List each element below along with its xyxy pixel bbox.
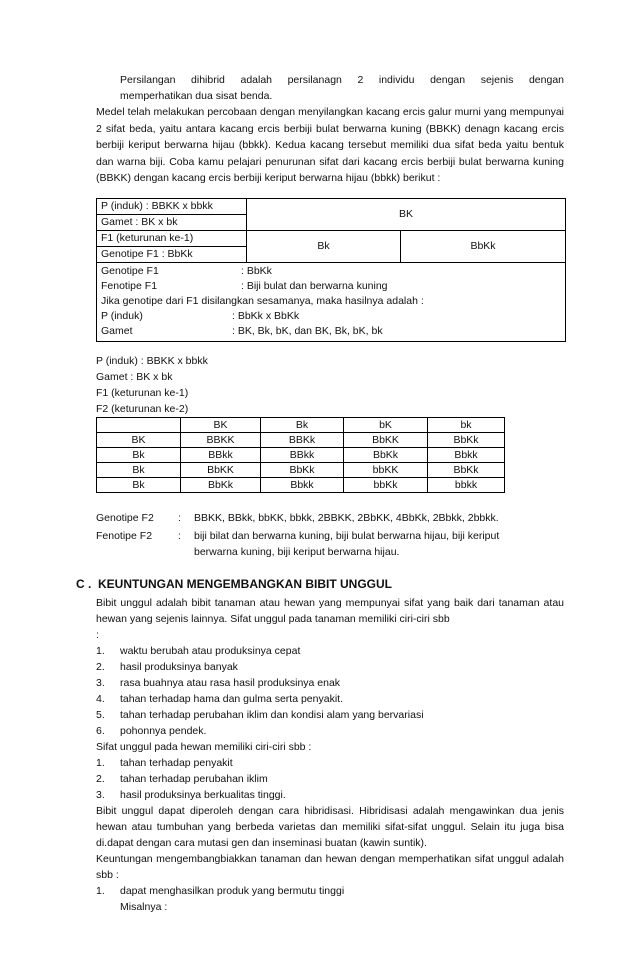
genotipe-f2-label: Genotipe F2 (96, 512, 154, 524)
table-row (97, 463, 505, 478)
list-text: dapat menghasilkan produk yang bermutu tinggi (120, 885, 345, 897)
cross-line-f1: F1 (keturunan ke-1) (96, 387, 189, 399)
bibit-unggul-intro: Bibit unggul adalah bibit tanaman atau hewan yang mempunyai sifat yang baik dari tanaman atau hewan yang sejenis lainnya. Sifat unggul pada tanaman memiliki ciri-ciri sbb (96, 597, 564, 625)
punnett-header-row (97, 418, 505, 433)
punnett-cell: Bbkk (261, 478, 344, 493)
punnett-header-cell: Bk (261, 418, 344, 433)
punnett-cell: BBKK (181, 433, 261, 448)
table1-f1-label: F1 (keturunan ke-1) (97, 231, 247, 247)
table1-gamete-bk-row: Bk (247, 231, 401, 263)
list-text: tahan terhadap perubahan iklim dan kondisi alam yang bervariasi (120, 709, 424, 721)
section-c-heading (76, 576, 392, 592)
fenotipe-f2-label: Fenotipe F2 (96, 530, 153, 542)
punnett-row-gamete: Bk (97, 463, 181, 478)
list-item (96, 883, 564, 899)
punnett-cell: bbKK (344, 463, 428, 478)
list-number: 5. (96, 709, 105, 721)
punnett-cell: BBKk (261, 433, 344, 448)
punnett-cell: bbKk (344, 478, 428, 493)
list-text: rasa buahnya atau rasa hasil produksinya enak (120, 677, 341, 689)
gamet-f1-label: Gamet (101, 325, 133, 337)
punnett-cell: Bbkk (428, 448, 505, 463)
genotipe-f1-label: Genotipe F1 (101, 265, 159, 277)
benefits-paragraph: Keuntungan mengembangbiakkan tanaman dan hewan dengan memperhatikan sifat unggul adalah sbb : (96, 853, 564, 881)
mendel-paragraph: Medel telah melakukan percobaan dengan menyilangkan kacang ercis galur murni yang mempunyai 2 sifat beda, yaitu antara kacang ercis berbiji bulat berwarna kuning (BBKK) denagn kacang ercis berbiji keriput berwarna hijau (bbkk). Kedua kacang tersebut memiliki dua sifat beda yaitu bentuk dan warna biji. Coba kamu pelajari penurunan sifat dari kacang ercis berbiji bulat berwarna kuning (BBKK) dengan kacang ercis berbiji keriput berwarna hijau (bbkk) berikut : (96, 106, 564, 184)
table-row (97, 448, 505, 463)
fenotipe-f2-value-line1: biji bilat dan berwarna kuning, biji bulat berwarna hijau, biji keriput (194, 530, 500, 542)
punnett-cell: BbKK (344, 433, 428, 448)
intro-line-1: Persilangan dihibrid adalah persilanagn 2 individu dengan sejenis dengan (120, 74, 564, 86)
list-item (96, 675, 564, 691)
cross-summary (96, 353, 564, 417)
punnett-row-gamete: BK (97, 433, 181, 448)
genotipe-f1-value: : BbKk (241, 265, 272, 277)
table1-details (97, 263, 566, 342)
intro-line-2: memperhatikan dua sisat benda. (120, 90, 273, 102)
section-letter: C . (76, 577, 92, 591)
list-text: tahan terhadap perubahan iklim (120, 773, 268, 785)
punnett-cell: BbKK (181, 463, 261, 478)
punnett-square-table (96, 417, 505, 493)
punnett-header-cell: BK (181, 418, 261, 433)
list-number: 2. (96, 773, 105, 785)
fenotipe-f1-value: : Biji bulat dan berwarna kuning (241, 280, 388, 292)
table1-gamete-bk-header: BK (247, 199, 566, 231)
genotipe-f2-colon: : (178, 512, 181, 524)
list-item (96, 707, 564, 723)
punnett-cell: BbKk (428, 433, 505, 448)
list-text: hasil produksinya berkualitas tinggi. (120, 789, 286, 801)
fenotipe-f2-colon: : (178, 530, 181, 542)
list-number: 2. (96, 661, 105, 673)
list-item (96, 787, 564, 803)
p-induk-f1-label: P (induk) (101, 310, 143, 322)
table1-genotipe-f1: Genotipe F1 : BbKk (97, 247, 247, 263)
fenotipe-f1-label: Fenotipe F1 (101, 280, 158, 292)
f1-self-cross-question: Jika genotipe dari F1 disilangkan sesamanya, maka hasilnya adalah : (101, 295, 424, 307)
list-number: 3. (96, 789, 105, 801)
section-title: KEUNTUNGAN MENGEMBANGKAN BIBIT UNGGUL (98, 577, 392, 591)
punnett-header-cell: bk (428, 418, 505, 433)
punnett-row-gamete: Bk (97, 448, 181, 463)
table1-result-cell: BbKk (401, 231, 566, 263)
punnett-cell: BbKk (344, 448, 428, 463)
cross-line-f2: F2 (keturunan ke-2) (96, 403, 189, 415)
table-row (97, 433, 505, 448)
list-text: hasil produksinya banyak (120, 661, 238, 673)
example-label: Misalnya : (120, 901, 168, 913)
bibit-unggul-intro-colon: : (96, 629, 99, 641)
list-item (96, 659, 564, 675)
section-c-body (96, 595, 564, 915)
punnett-cell: BbKk (261, 463, 344, 478)
punnett-row-gamete: Bk (97, 478, 181, 493)
list-item (96, 723, 564, 739)
list-number: 3. (96, 677, 105, 689)
genotipe-f2-value: BBKK, BBkk, bbKK, bbkk, 2BBKK, 2BbKK, 4BbKk, 2Bbkk, 2bbkk. (194, 512, 499, 524)
table1-p-induk: P (induk) : BBKK x bbkk (97, 199, 247, 215)
hybridization-paragraph: Bibit unggul dapat diperoleh dengan cara hibridisasi. Hibridisasi adalah mengawinkan dua jenis hewan atau tumbuhan yang berbeda varietas dan memiliki sifat-sifat unggul. Selain itu juga bisa di.dapat dengan cara mutasi gen dan inseminasi buatan (kawin suntik). (96, 805, 564, 849)
table-row (97, 478, 505, 493)
punnett-header-cell (97, 418, 181, 433)
list-item (96, 691, 564, 707)
list-number: 1. (96, 885, 105, 897)
gamet-f1-value: : BK, Bk, bK, dan BK, Bk, bK, bk (232, 325, 383, 337)
list-number: 4. (96, 693, 105, 705)
intro-definition (96, 72, 564, 104)
punnett-cell: BbKk (181, 478, 261, 493)
fenotipe-f2-value-line2: berwarna kuning, biji keriput berwarna hijau. (194, 546, 400, 558)
punnett-header-cell: bK (344, 418, 428, 433)
f2-results (96, 510, 564, 560)
list-text: waktu berubah atau produksinya cepat (120, 645, 301, 657)
list-item (96, 771, 564, 787)
list-number: 6. (96, 725, 105, 737)
list-item (96, 755, 564, 771)
list-item (96, 643, 564, 659)
list-text: pohonnya pendek. (120, 725, 207, 737)
punnett-cell: BBkk (261, 448, 344, 463)
punnett-cell: BbKk (428, 463, 505, 478)
list-text: tahan terhadap hama dan gulma serta penyakit. (120, 693, 343, 705)
cross-line-p: P (induk) : BBKK x bbkk (96, 355, 208, 367)
list-number: 1. (96, 757, 105, 769)
list-text: tahan terhadap penyakit (120, 757, 233, 769)
punnett-cell: bbkk (428, 478, 505, 493)
list-number: 1. (96, 645, 105, 657)
cross-line-gamet: Gamet : BK x bk (96, 371, 173, 383)
punnett-cell: BBkk (181, 448, 261, 463)
f1-cross-table (96, 198, 566, 342)
animal-traits-intro: Sifat unggul pada hewan memiliki ciri-ciri sbb : (96, 741, 312, 753)
table1-gamet: Gamet : BK x bk (97, 215, 247, 231)
p-induk-f1-value: : BbKk x BbKk (232, 310, 300, 322)
